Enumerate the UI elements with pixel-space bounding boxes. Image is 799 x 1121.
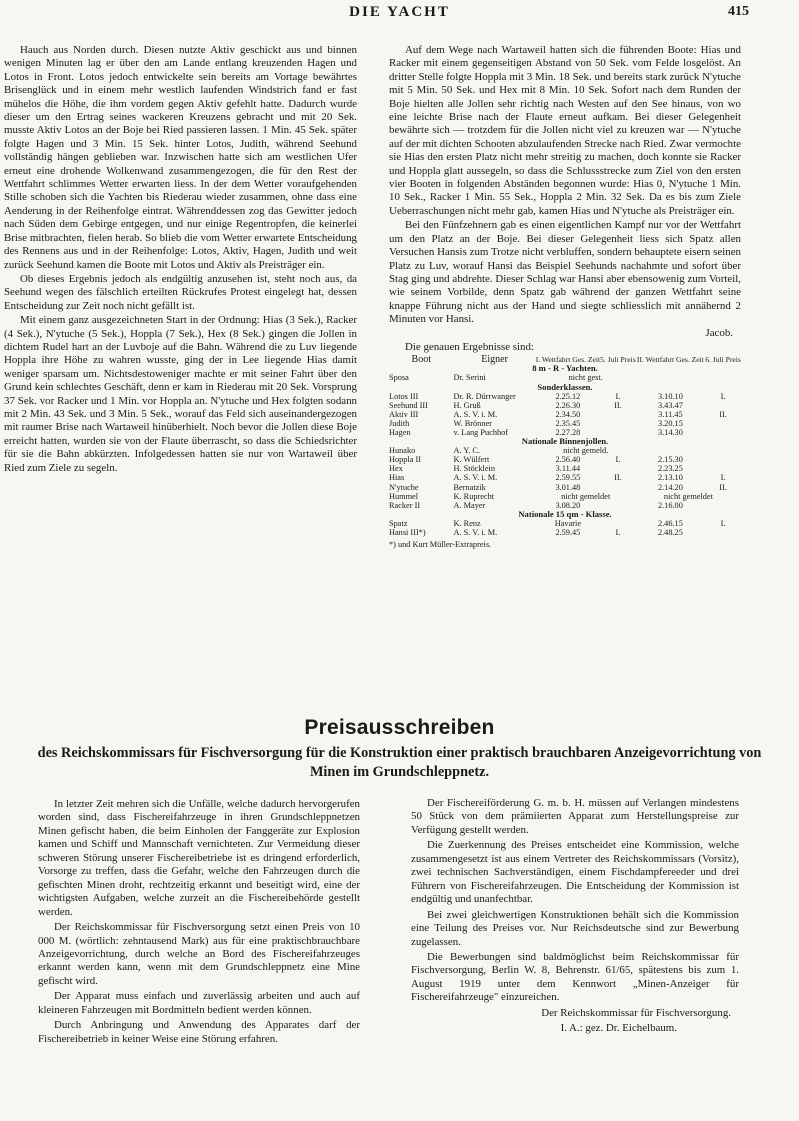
boat-name-cell: Spatz bbox=[389, 518, 408, 528]
table-row bbox=[389, 446, 741, 455]
notice-paragraph: Der Reichskommissar für Fischversorgung setzt einen Preis von 10 000 M. (wörtlich: zehntausend Mark) aus für eine praktischbrauchbare Anzeigevorrichtung, durch welche an Bord des Fischereifahrzeuges erkannt werden kann, wenn mit dem Grundschleppnetz eine Mine gefischt wird. bbox=[38, 921, 360, 987]
owner-cell: v. Lang Puchhof bbox=[453, 428, 509, 437]
time-1-cell: 3.08.20 bbox=[555, 500, 581, 510]
boat-name-cell: Hansi III*) bbox=[389, 528, 426, 538]
empty-cell bbox=[636, 446, 705, 455]
prize-1-cell: I. bbox=[615, 455, 621, 465]
article-paragraph: Auf dem Wege nach Wartaweil hatten sich die führenden Boote: Hias und Racker mit einem gegenseitigen Abstand von 50 Sek. vom Felde losgelöst. An dritter Stelle folgte Hoppla mit 3 Min. 18 Sek. und bereits stark zurück N'ytuche mit 5 Min. 50 Sek. und Hex mit 8 Min. 10 Sek. Sofort nach dem Runden der Boje hielten alle Jollen sehr richtig nach Westen auf den See hinaus, von wo eine leichte Brise nach der Flaute erneut aufkam. Bei dieser Gelegenheit bewährte sich — trotzdem für die Jollen nicht viel zu kreuzen war — N'ytuche auf der mit dichten Schooten abzulaufenden Strecke nach Ried. Zwar vermochte sie Hias den ersten Platz nicht mehr streitig zu machen, doch konnte sie Racker und Hoppla glatt aussegeln, so dass die Schlussstrecke zum Ziel von den ersten vier Booten in folgenden Abständen begonnen wurde: Hias 0, N'ytuche 1 Min. 10 Sek., Racker 1 Min. 55 Sek., Hoppla 2 Min. 32 Sek. Da es bis zum Ziele Ueberraschungen nicht mehr gab, kamen Hias und N'ytuche als Preisträger ein. bbox=[389, 44, 741, 217]
article-right-column bbox=[389, 44, 741, 552]
boat-name-cell: Hunako bbox=[389, 446, 416, 456]
table-row bbox=[389, 401, 741, 410]
time-1-cell: 2.59.45 bbox=[555, 528, 581, 538]
prize-2-cell bbox=[705, 401, 741, 410]
time-1-cell: 3.11.44 bbox=[555, 464, 581, 474]
table-row bbox=[389, 410, 741, 419]
prize-2-cell bbox=[705, 528, 741, 537]
group-label: Nationale 15 qm - Klasse. bbox=[518, 508, 612, 519]
time-2-cell: 3.11.45 bbox=[658, 409, 683, 419]
time-2-cell: 3.20.15 bbox=[657, 418, 683, 428]
table-row bbox=[389, 528, 741, 537]
column-header-time-2: II. Wettfahrt Ges. Zeit bbox=[636, 355, 704, 365]
column-header-eigner: Eigner bbox=[481, 354, 508, 366]
time-2-cell: 3.10.10 bbox=[657, 391, 683, 401]
column-header-prize-2: 6. Juli Preis bbox=[705, 355, 741, 365]
notice-paragraph: Der Fischereiförderung G. m. b. H. müssen auf Verlangen mindestens 50 Stück von dem prämiierten Apparat zum Herstellungspreise zur Verfügung gestellt werden. bbox=[411, 797, 739, 836]
time-2-cell: 2.16.00 bbox=[657, 500, 683, 510]
note-cell: nicht gemeldet bbox=[663, 491, 713, 501]
empty-cell bbox=[705, 373, 741, 382]
prize-1-cell bbox=[600, 419, 636, 428]
time-2-cell: 2.13.10 bbox=[657, 473, 683, 483]
notice-paragraph: Der Apparat muss einfach und zuverlässig arbeiten und auch auf kleineren Fahrzeugen mit Bordmitteln bedient werden können. bbox=[38, 990, 360, 1016]
time-1-cell: 2.35.45 bbox=[555, 418, 581, 428]
prize-1-cell: I. bbox=[615, 391, 621, 401]
note-cell: nicht gest. bbox=[568, 373, 603, 383]
time-1-cell: 2.27.28 bbox=[555, 428, 581, 437]
notice-left-column bbox=[38, 798, 360, 1046]
notice-paragraph: Die Bewerbungen sind baldmöglichst beim Reichskommissar für Fischversorgung, Berlin W. 8, Behrenstr. 61/65, spätestens bis zum 1. August 1919 unter dem Kennwort „Minen-Anzeiger für Fischereifahrzeuge" einzureichen. bbox=[411, 950, 739, 1004]
boat-name-cell: Sposa bbox=[389, 373, 409, 383]
owner-cell: H. Gruß bbox=[453, 400, 481, 410]
boat-name-cell: Judith bbox=[389, 418, 410, 428]
prize-2-cell: I. bbox=[720, 518, 726, 528]
prize-1-cell bbox=[600, 464, 636, 473]
page-header bbox=[0, 2, 799, 22]
prize-2-cell bbox=[705, 501, 741, 510]
prize-1-cell: II. bbox=[614, 400, 622, 410]
article-paragraph: Mit einem ganz ausgezeichneten Start in der Ordnung: Hias (3 Sek.), Racker (4 Sek.), N'ytuche (5 Sek.), Hoppla (7 Sek.), Hex (8 Sek.) gingen die Jollen in dichtem Rudel hart an der Luvboje auf die Bahn. Während die zu Luv liegende Hoppla ihre Höhe zu wahren wusste, ging der in Lee liegende Hias damit weniger sparsam um. Nichtsdestoweniger machte er mit seiner Fahrt über den Grund kein schlechtes Geschäft, denn er kam in Riederau mit 20 Sek. Vorsprung 37 Sek. vor Racker und 1 Min. vor Hoppla an. N'ytuche und Hex folgten sodann mit 2 Min. 43 Sek. und 3 Min. 5 Sek., worauf das Feld sich auseinandergezogen mit raumer Brise nach Wartaweil hinüberhielt. Noch bevor die Jollen diese Boje erreicht hatten, wurden sie von der Flaute überrascht, so dass die Schiedsrichter für sie die Bahn abkürzten. Infolgedessen hatten sie nur von Wartaweil über Ried zum Ziele zu segeln. bbox=[4, 314, 357, 474]
article-paragraph: Hauch aus Norden durch. Diesen nutzte Aktiv geschickt aus und binnen wenigen Minuten lag er über den am Lande entlang kreuzenden Hagen und Lotos in Front. Lotos jedoch entwickelte sein bereits am Vortage bewährtes Brisenglück und in einem mehr westlich laufenden Windstrich fand er fast mühelos die Höhe, die ihm vordem gegen Aktiv gefehlt hatte. Dadurch wurde dieser um den Ertrag seines wackeren Kreuzens gebracht und mit 20 Sek. musste Aktiv Lotos an der Boje bei Ried passieren lassen. 1 Min. 45 Sek. später folgte Hagen und 3 Min. 15 Sek. hinter Lotos, Judith, während Seehund vollständig hängen geblieben war. Inzwischen hatte sich am westlichen Ufer erneut eine drohende Wolkenwand zusammengezogen, die für den Rest der Wettfahrt schlimmes Wetter erwarten liess. In der dem Wetter voraufgehenden Stille schoben sich die Yachten bis Riederau wieder zusammen, ohne dass eine Aenderung in der Reihenfolge eintrat. Währenddessen zog das Gewitter jedoch nach Süden dem Gebirge entgegen, und nur einige Regentropfen, die keinerlei Brise mitbrachten, fielen herab. So blieb die vom Wetter erwartete Entscheidung des Rennens aus und in der Reihenfolge: Lotos, Aktiv, Hagen, Judith und weit zurück Seehund kamen die Boote mit Lotos und Aktiv als Preisträger ein. bbox=[4, 44, 357, 271]
time-1-cell: 3.01.48 bbox=[555, 482, 581, 492]
group-label: 8 m - R - Yachten. bbox=[532, 363, 598, 374]
owner-cell: K. Renz bbox=[453, 518, 481, 528]
prize-2-cell: II. bbox=[719, 409, 727, 419]
results-body bbox=[389, 364, 741, 537]
prize-2-cell bbox=[705, 419, 741, 428]
notice-paragraph: Bei zwei gleichwertigen Konstruktionen behält sich die Kommission eine Teilung des Preises vor. Nur Reichsdeutsche sind zur Bewerbung zugelassen. bbox=[411, 908, 739, 948]
prize-1-cell bbox=[600, 519, 636, 528]
boat-name-cell: Hias bbox=[389, 473, 405, 483]
results-group-heading bbox=[389, 364, 741, 373]
author-signature: Jacob. bbox=[705, 326, 733, 339]
results-table bbox=[389, 356, 741, 537]
time-1-cell: 2.56.40 bbox=[555, 455, 581, 465]
column-header-prize-1: 5. Juli Preis bbox=[600, 355, 636, 365]
table-row bbox=[389, 492, 741, 501]
column-header-time-1: I. Wettfahrt Ges. Zeit bbox=[535, 355, 601, 365]
results-footnote: *) und Kurt Müller-Extrapreis. bbox=[389, 540, 492, 550]
prize-2-cell: I. bbox=[720, 473, 726, 483]
owner-cell: A. Mayer bbox=[453, 500, 486, 510]
prize-1-cell: I. bbox=[615, 528, 621, 538]
results-group-heading bbox=[389, 437, 741, 446]
owner-cell: W. Brönner bbox=[453, 418, 492, 428]
time-2-cell: 2.48.25 bbox=[657, 528, 683, 538]
empty-cell bbox=[636, 373, 705, 382]
table-row bbox=[389, 519, 741, 528]
table-row bbox=[389, 464, 741, 473]
table-row bbox=[389, 473, 741, 482]
table-row bbox=[389, 455, 741, 464]
prize-1-cell: II. bbox=[614, 473, 622, 483]
notice-right-column bbox=[411, 797, 739, 1036]
column-header-boot: Boot bbox=[411, 354, 431, 366]
prize-2-cell bbox=[705, 464, 741, 473]
time-2-cell: 3.43.47 bbox=[657, 400, 683, 410]
table-row bbox=[389, 483, 741, 492]
time-1-cell: Havarie bbox=[554, 518, 582, 528]
notice-title: Preisausschreiben bbox=[304, 716, 495, 739]
note-cell: nicht gemeld. bbox=[563, 446, 609, 456]
time-1-cell: 2.59.55 bbox=[555, 473, 581, 483]
boat-name-cell: Aktiv III bbox=[389, 409, 419, 419]
table-row bbox=[389, 419, 741, 428]
article-paragraph: Ob dieses Ergebnis jedoch als endgültig anzusehen ist, steht noch aus, da Seehund wegen des fälschlich erteilten Rückrufes Protest eingelegt hat, dessen Entscheidung zur Zeit noch nicht gefällt ist. bbox=[4, 272, 357, 312]
running-title: DIE YACHT bbox=[349, 4, 450, 20]
notice-paragraph: Die Zuerkennung des Preises entscheidet eine Kommission, welche zusammengesetzt ist aus einem Vertreter des Reichskommissars (Vorsitz), zwei technischen Sachverständigen, einem Fischdampfereeder und drei Führern von Fischereifahrzeugen. Die Entscheidung der Kommission ist endgültig und unanfechtbar. bbox=[411, 839, 739, 906]
article-paragraph: Bei den Fünfzehnern gab es einen eigentlichen Kampf nur vor der Wettfahrt um den Platz an der Boje. Bei dieser Gelegenheit liess sich Spatz allen Versuchen Hansis zum Trotze nicht verbluffen, sondern behauptete eisern seinen Platz zu Luv, worauf Hansi das Beispiel Seehunds nachahmte und sofort über Stag ging und abdrehte. Dieser Schlag war Hansi aber ebensowenig zum Vorteil, wie seinem Vorbilde, denn Spatz gab während der ganzen Wettfahrt seine knappe Führung nicht aus der Hand und siegte schliesslich mit annähernd 2 Minuten vor Hansi. bbox=[389, 219, 741, 326]
prize-2-cell: II. bbox=[719, 482, 727, 492]
prize-1-cell bbox=[600, 410, 636, 419]
prize-1-cell bbox=[600, 483, 636, 492]
results-caption: Die genauen Ergebnisse sind: bbox=[405, 340, 534, 353]
owner-cell: H. Stöcklein bbox=[453, 464, 495, 474]
boat-name-cell: Hummel bbox=[389, 491, 419, 501]
time-2-cell: 2.15.30 bbox=[657, 455, 683, 465]
prize-2-cell bbox=[705, 428, 741, 437]
note-cell: nicht gemeldet bbox=[561, 491, 611, 501]
time-1-cell: 2.26.30 bbox=[555, 400, 581, 410]
owner-cell: Bernatzik bbox=[453, 482, 486, 492]
owner-cell: A. S. V. i. M. bbox=[453, 473, 498, 483]
time-2-cell: 3.14.30 bbox=[657, 428, 683, 437]
owner-cell: A. Y. C. bbox=[453, 446, 481, 456]
owner-cell: K. Wülfert bbox=[453, 455, 490, 465]
time-2-cell: 2.14.20 bbox=[657, 482, 683, 492]
group-label: Nationale Binnenjollen. bbox=[521, 436, 609, 447]
page-number: 415 bbox=[728, 4, 749, 19]
boat-name-cell: Seehund III bbox=[389, 400, 428, 410]
group-label: Sonderklassen. bbox=[537, 381, 593, 392]
owner-cell: K. Ruprecht bbox=[453, 491, 495, 501]
boat-name-cell: Hoppla II bbox=[389, 455, 422, 465]
owner-cell: A. S. V. i. M. bbox=[453, 528, 498, 538]
notice-signature-line-1: Der Reichskommissar für Fischversorgung. bbox=[541, 1006, 731, 1019]
boat-name-cell: Hex bbox=[389, 464, 403, 474]
time-1-cell: 2.34.50 bbox=[555, 409, 581, 419]
owner-cell: A. S. V. i. M. bbox=[453, 409, 498, 419]
empty-cell bbox=[705, 446, 741, 455]
notice-subtitle: des Reichskommissars für Fischversorgung für die Konstruktion einer praktisch brauchbaren Anzeigevorrichtung von Minen im Grundschleppnetz. bbox=[37, 745, 762, 780]
prize-2-cell: I. bbox=[720, 391, 726, 401]
time-2-cell: 2.46.15 bbox=[657, 518, 683, 528]
time-2-cell: 2.23.25 bbox=[657, 464, 683, 474]
boat-name-cell: Lotos III bbox=[389, 391, 419, 401]
results-group-heading bbox=[389, 510, 741, 519]
boat-name-cell: Racker II bbox=[389, 500, 421, 510]
article-left-column bbox=[4, 44, 357, 475]
table-row bbox=[389, 392, 741, 401]
prize-2-cell bbox=[705, 455, 741, 464]
boat-name-cell: Hagen bbox=[389, 428, 411, 437]
results-group-heading bbox=[389, 383, 741, 392]
notice-signature-line-2: I. A.: gez. Dr. Eichelbaum. bbox=[560, 1022, 677, 1035]
owner-cell: Dr. R. Dürrwanger bbox=[453, 391, 516, 401]
owner-cell: Dr. Serini bbox=[453, 373, 486, 383]
boat-name-cell: N'ytuche bbox=[389, 482, 419, 492]
time-1-cell: 2.25.12 bbox=[555, 391, 581, 401]
notice-paragraph: Durch Anbringung und Anwendung des Apparates darf der Fischereibetrieb in keiner Weise eine Störung erfahren. bbox=[38, 1019, 360, 1045]
notice-paragraph: In letzter Zeit mehren sich die Unfälle, welche dadurch hervorgerufen worden sind, dass Fischereifahrzeuge in ihren Grundschleppnetzen Minen gefischt haben, die beim Einholen der Fanggeräte zur Explosion kamen und Schiff und Mannschaft vernichteten. Zur Vermeidung dieser schweren Störung unserer Fischereibetriebe ist es dringend erforderlich, Vorsorge zu treffen, dass die Gefahr, welche den Fahrzeugen durch die gefischten Minen droht, rechtzeitig erkannt und beseitigt wird, eine der wichtigsten Aufgaben, welche zurzeit an die Fischereibehörde gestellt werden. bbox=[38, 798, 360, 918]
